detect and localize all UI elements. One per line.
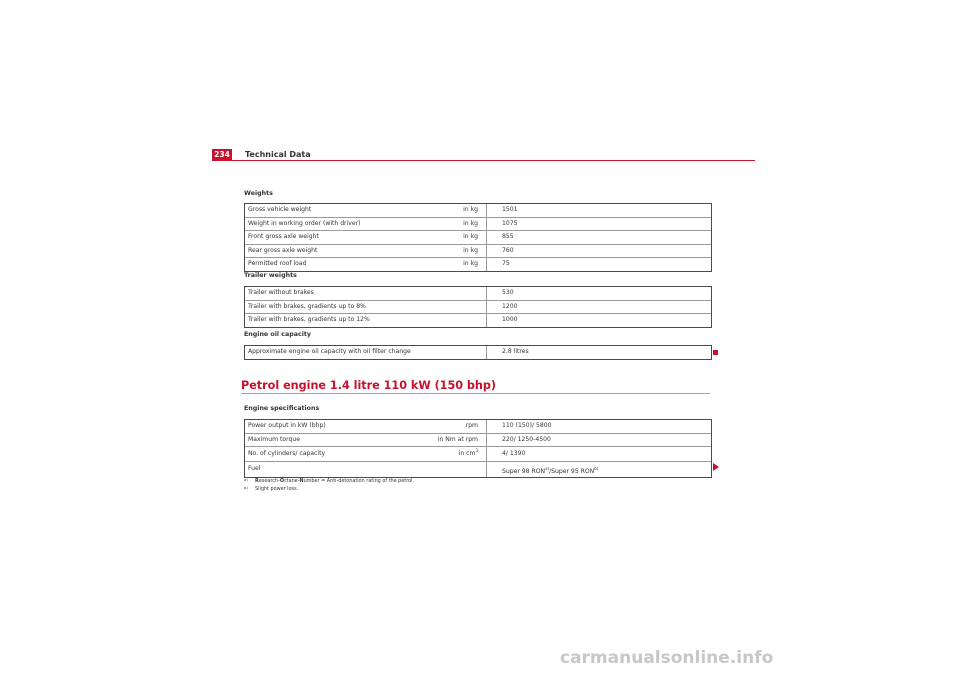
- weights-label: Weights: [244, 190, 273, 197]
- row-value: 530: [502, 289, 514, 296]
- oil-table: [244, 345, 712, 360]
- row-value: 855: [502, 233, 514, 240]
- heading-rule: [241, 393, 710, 394]
- table-row: [245, 446, 711, 461]
- oil-label: Engine oil capacity: [244, 331, 311, 338]
- page-number: 234: [212, 149, 232, 160]
- engine-spec-label: Engine specifications: [244, 405, 320, 412]
- column-divider: [486, 447, 487, 461]
- trailer-table: [244, 286, 712, 328]
- row-value: 1501: [502, 206, 518, 213]
- footnote-ref-b: b): [594, 465, 599, 471]
- footnote-part: ctane-: [283, 478, 300, 484]
- row-unit: in kg: [463, 260, 478, 267]
- column-divider: [486, 301, 487, 314]
- footnote-a: [244, 478, 544, 485]
- row-value: 1200: [502, 302, 518, 310]
- table-row: [245, 300, 711, 314]
- fuel-alternative: /Super 95 RON: [549, 468, 595, 475]
- row-label: Trailer with brakes, gradients up to 8%: [248, 302, 366, 310]
- row-unit: rpm: [465, 422, 478, 429]
- row-unit: in kg: [463, 246, 478, 254]
- column-divider: [486, 218, 487, 231]
- red-square-icon: [713, 350, 718, 355]
- column-divider: [486, 420, 487, 433]
- footnote-b: [244, 486, 544, 493]
- table-row: [245, 217, 711, 231]
- row-label: Approximate engine oil capacity with oil filter change: [248, 348, 411, 355]
- trailer-label: Trailer weights: [244, 272, 297, 279]
- table-row: [245, 244, 711, 258]
- footnote-text: [255, 478, 414, 484]
- row-value: 760: [502, 246, 514, 254]
- section-heading: Petrol engine 1.4 litre 110 kW (150 bhp): [241, 379, 497, 392]
- table-row: [245, 313, 711, 327]
- row-unit: in Nm at rpm: [437, 435, 478, 443]
- table-row: [245, 346, 711, 359]
- row-value: 2.8 litres: [502, 348, 529, 355]
- footnote-text: Slight power loss.: [255, 486, 299, 492]
- row-unit: in kg: [463, 233, 478, 240]
- row-unit: [459, 447, 478, 461]
- table-row: [245, 433, 711, 447]
- footnote-letter-n: N: [299, 478, 304, 484]
- column-divider: [486, 287, 487, 300]
- column-divider: [486, 346, 487, 359]
- row-label: Fuel: [248, 465, 261, 472]
- row-unit: in kg: [463, 219, 478, 227]
- row-label: Front gross axle weight: [248, 233, 319, 240]
- row-label: Maximum torque: [248, 435, 300, 443]
- row-value: 220/ 1250-4500: [502, 435, 551, 443]
- row-value: 4/ 1390: [502, 450, 526, 457]
- engine-table: [244, 419, 712, 478]
- column-divider: [486, 462, 487, 477]
- table-row: [245, 420, 711, 433]
- header-rule: [212, 160, 755, 161]
- column-divider: [486, 434, 487, 447]
- fuel-primary: Super 98 RON: [502, 468, 546, 475]
- row-label: Gross vehicle weight: [248, 206, 312, 213]
- table-row: [245, 204, 711, 217]
- column-divider: [486, 245, 487, 258]
- row-label: Rear gross axle weight: [248, 246, 318, 254]
- table-row: [245, 230, 711, 244]
- row-label: Trailer with brakes, gradients up to 12%: [248, 316, 370, 323]
- row-label: Trailer without brakes: [248, 289, 314, 296]
- row-value: [502, 465, 598, 479]
- footnote-letter-o: O: [279, 478, 284, 484]
- weights-table: [244, 203, 712, 272]
- row-value: 1000: [502, 316, 518, 323]
- table-row: [245, 257, 711, 271]
- row-value: 1075: [502, 219, 518, 227]
- footnote-ref-a: a): [545, 465, 550, 471]
- red-arrow-icon: [713, 463, 719, 471]
- table-row: [245, 461, 711, 477]
- footnote-part: umber = Anti-detonation rating of the petrol.: [303, 478, 415, 484]
- column-divider: [486, 204, 487, 217]
- column-divider: [486, 314, 487, 327]
- row-value: 110 (150)/ 5800: [502, 422, 552, 429]
- row-label: Permitted roof load: [248, 260, 307, 267]
- footnote-mark: b): [244, 485, 248, 490]
- row-label: No. of cylinders/ capacity: [248, 450, 326, 457]
- header-title: Technical Data: [245, 150, 311, 159]
- footnote-letter-r: R: [255, 478, 259, 484]
- row-label: Power output in kW (bhp): [248, 422, 326, 429]
- footnote-part: esearch-: [258, 478, 280, 484]
- row-value: 75: [502, 260, 510, 267]
- footnote-mark: a): [244, 477, 248, 482]
- column-divider: [486, 258, 487, 271]
- unit-text: in cm: [458, 450, 476, 457]
- unit-superscript: 3: [475, 447, 478, 453]
- row-label: Weight in working order (with driver): [248, 219, 361, 227]
- column-divider: [486, 231, 487, 244]
- footer-site-watermark: carmanualsonline.info: [560, 648, 774, 668]
- table-row: [245, 287, 711, 300]
- row-unit: in kg: [463, 206, 478, 213]
